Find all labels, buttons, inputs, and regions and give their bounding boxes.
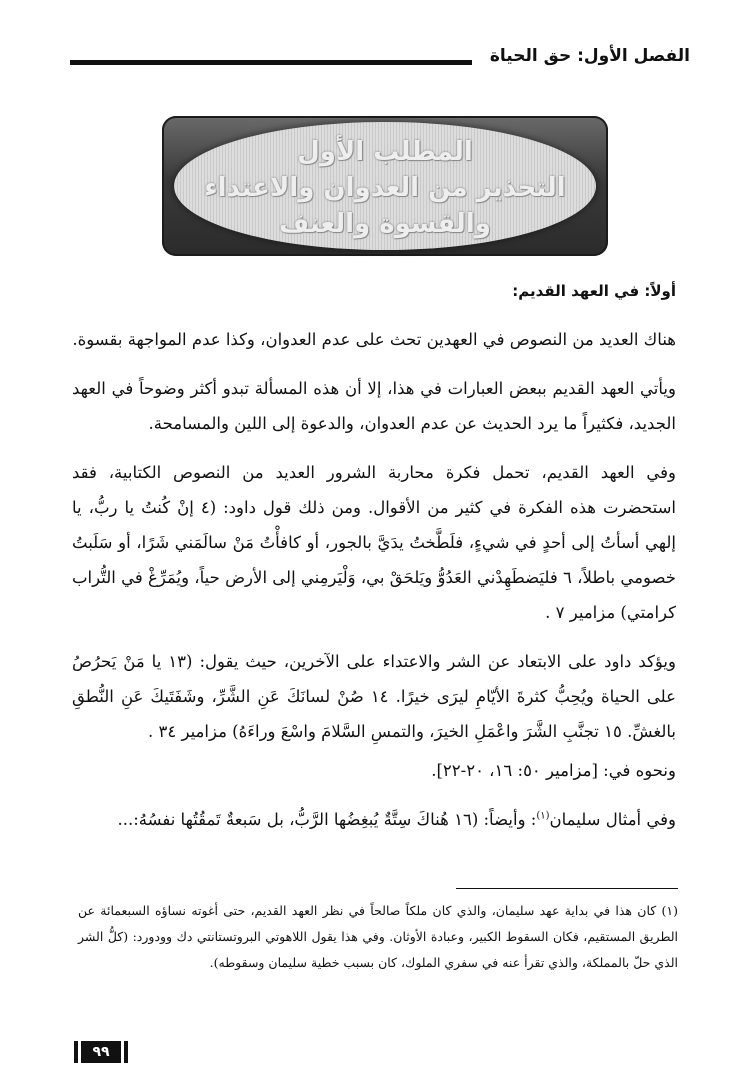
chapter-title: الفصل الأول: حق الحياة (489, 46, 690, 66)
running-header (70, 38, 690, 78)
paragraph-text: وفي أمثال سليمان (549, 810, 676, 829)
body-text (72, 278, 676, 851)
banner-line: التحذير من العدوان والاعتداء (204, 173, 566, 203)
banner-line: والقسوة والعنف (279, 209, 491, 239)
paragraph (72, 802, 676, 837)
section-heading: أولاً: في العهد القديم: (512, 282, 676, 300)
paragraph: ويأتي العهد القديم ببعض العبارات في هذا، إلا أن هذه المسألة تبدو أكثر وضوحاً في العهد الجديد، فكثيراً ما يرد الحديث عن عدم العدوان، والدعوة إلى اللين والمسامحة. (72, 379, 676, 433)
paragraph: ونحوه في: [مزامير ٥٠: ١٦، ٢٠-٢٢]. (431, 761, 676, 780)
banner-line: المطلب الأول (297, 137, 473, 167)
footnote-separator (456, 888, 678, 889)
banner-title (162, 134, 608, 242)
footnote-reference[interactable]: (١) (536, 810, 550, 822)
page-number-bar (74, 1041, 78, 1063)
page-number: ٩٩ (81, 1041, 121, 1063)
paragraph: ويؤكد داود على الابتعاد عن الشر والاعتداء على الآخرين، حيث يقول: (١٣ يا مَنْ يَحرُصُ على الحياة ويُحِبُّ كثرةَ الأيّامِ ليرَى خيرًا. ١٤ صُنْ لسانَكَ عَنِ الشَّرِّ، وشَفَتَيكَ عَنِ النُّطقِ بالغشِّ. ١٥ تجنَّبِ الشَّرَ واعْمَلِ الخيرَ، والتمسِ السَّلامَ واسْعَ وراءَهُ) مزامير ٣٤ . (72, 652, 676, 741)
paragraph: وفي العهد القديم، تحمل فكرة محاربة الشرور العديد من النصوص الكتابية، فقد استحضرت هذه الفكرة في كثير من الأقوال. ومن ذلك قول داود: (٤ إنْ كُنتُ يا ربُّ، يا إلهي أسأتُ إلى أحدٍ في شيءٍ، فلَطَّختُ يدَيَّ بالجور، أو كافأْتُ مَنْ سالَمَني شَرًا، أو سَلَبتُ خصومي باطلاً، ٦ فليَضطَهِدْني العَدُوُّ ويَلحَقْ بي، وَلْيَرمِني إلى الأرض حياً، ويُمَرِّغْ في التُّراب كرامتي) مزامير ٧ . (72, 463, 676, 622)
header-rule (70, 60, 472, 65)
page-number-bar (124, 1041, 128, 1063)
page-number-block (74, 1040, 128, 1064)
paragraph: هناك العديد من النصوص في العهدين تحث على عدم العدوان، وكذا عدم المواجهة بقسوة. (72, 330, 676, 349)
section-banner (162, 116, 608, 256)
footnote: (١) كان هذا في بداية عهد سليمان، والذي كان ملكاً صالحاً في نظر العهد القديم، حتى أغوته نساؤه السبعمائة عن الطريق المستقيم، فكان السقوط الكبير، وعبادة الأوثان. وفي هذا يقول اللاهوتي البروتستانتي دك وودورد: (كلُّ الشر الذي حلّ بالمملكة، والذي تقرأ عنه في سفري الملوك، كان بسبب خطية سليمان وسقوطه). (78, 903, 678, 970)
paragraph-text: : وأيضاً: (١٦ هُناكَ سِتَّةٌ يُبغِضُها الرَّبُّ، بل سَبعةٌ تَمقُتُها نفسُهُ:... (117, 810, 537, 829)
